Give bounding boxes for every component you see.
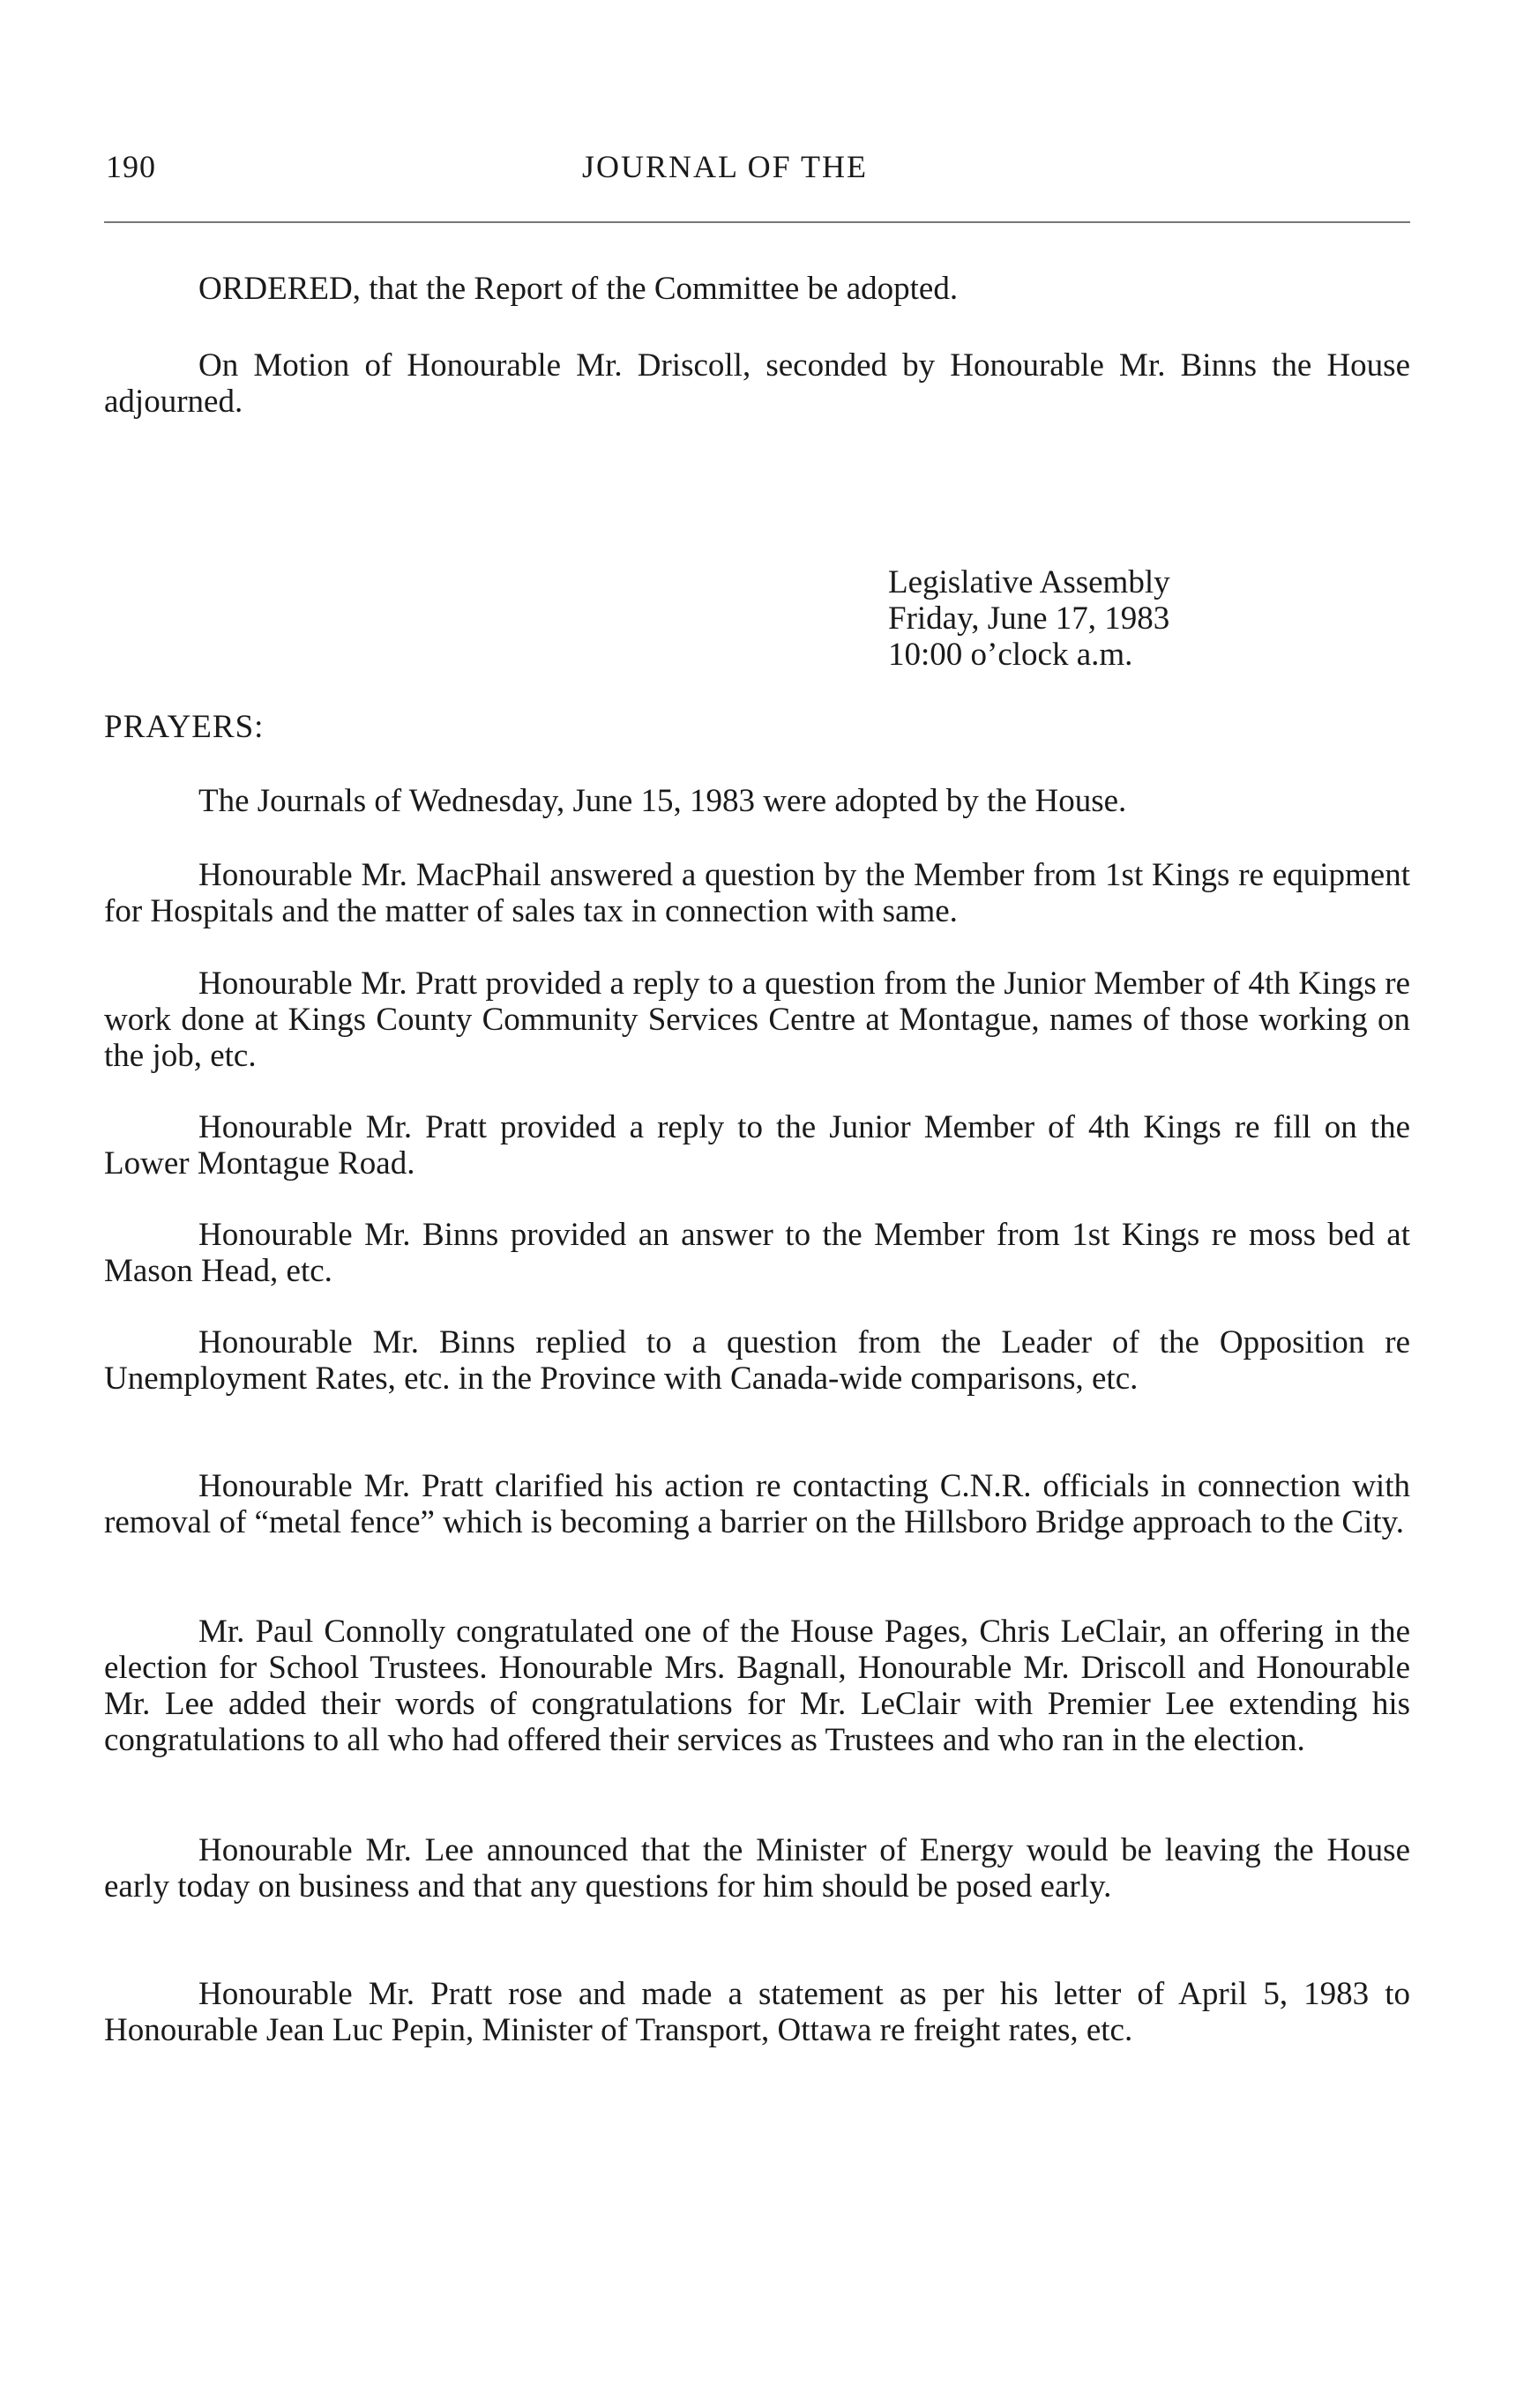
- header-rule: [104, 221, 1410, 223]
- journal-paragraph: Honourable Mr. Binns provided an answer to the Member from 1st Kings re moss bed at Mason Head, etc.: [104, 1217, 1410, 1289]
- page-number: 190: [106, 149, 156, 184]
- sitting-time: 10:00 o’clock a.m.: [888, 637, 1133, 673]
- prayers-heading: PRAYERS:: [104, 709, 265, 745]
- journal-title: JOURNAL OF THE: [582, 149, 869, 184]
- sitting-header: [888, 564, 1170, 673]
- journal-paragraph: Honourable Mr. Pratt provided a reply to a question from the Junior Member of 4th Kings re work done at Kings County Community Services Centre at Montague, names of those working on the job, etc.: [104, 965, 1410, 1074]
- journal-paragraph: Honourable Mr. MacPhail answered a question by the Member from 1st Kings re equipment for Hospitals and the matter of sales tax in connection with same.: [104, 857, 1410, 929]
- journal-paragraph: The Journals of Wednesday, June 15, 1983 were adopted by the House.: [198, 783, 1127, 819]
- running-head: [0, 148, 1516, 192]
- journal-paragraph: Honourable Mr. Pratt rose and made a statement as per his letter of April 5, 1983 to Honourable Jean Luc Pepin, Minister of Transport, Ottawa re freight rates, etc.: [104, 1976, 1410, 2048]
- journal-paragraph: Honourable Mr. Pratt clarified his action re contacting C.N.R. officials in connection with removal of “metal fence” which is becoming a barrier on the Hillsboro Bridge approach to the City.: [104, 1468, 1410, 1540]
- sitting-date: Friday, June 17, 1983: [888, 600, 1170, 637]
- journal-paragraph: Mr. Paul Connolly congratulated one of the House Pages, Chris LeClair, an offering in the election for School Trustees. Honourable Mrs. Bagnall, Honourable Mr. Driscoll and Honourable Mr. Lee added their words of congratulations for Mr. LeClair with Premier Lee extending his congratulations to all who had offered their services as Trustees and who ran in the election.: [104, 1614, 1410, 1758]
- adjournment-paragraph: On Motion of Honourable Mr. Driscoll, seconded by Honourable Mr. Binns the House adjourned.: [104, 347, 1410, 420]
- journal-paragraph: Honourable Mr. Pratt provided a reply to the Junior Member of 4th Kings re fill on the Lower Montague Road.: [104, 1109, 1410, 1182]
- journal-paragraph: Honourable Mr. Lee announced that the Minister of Energy would be leaving the House early today on business and that any questions for him should be posed early.: [104, 1832, 1410, 1905]
- sitting-place: Legislative Assembly: [888, 564, 1170, 600]
- ordered-paragraph: ORDERED, that the Report of the Committee be adopted.: [198, 271, 959, 307]
- journal-paragraph: Honourable Mr. Binns replied to a question from the Leader of the Opposition re Unemployment Rates, etc. in the Province with Canada-wide comparisons, etc.: [104, 1324, 1410, 1397]
